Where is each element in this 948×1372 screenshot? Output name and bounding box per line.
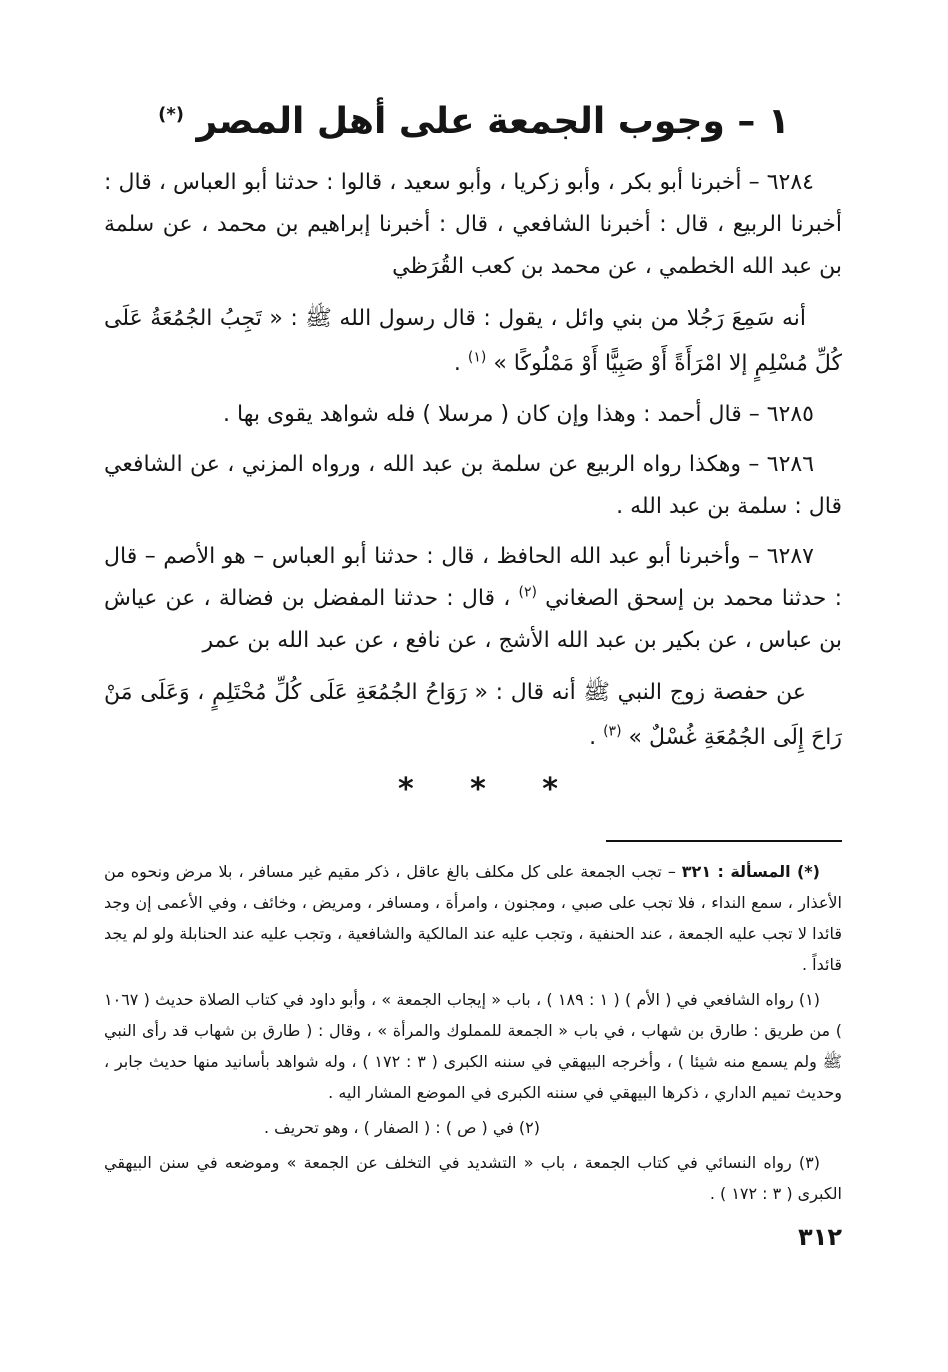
hadith-paragraph-6286 [104,444,842,528]
footnote-1 [104,984,842,1108]
chapter-title [0,92,948,152]
footnote-star [104,856,842,980]
footnote-3-text: (٣) رواه النسائي في كتاب الجمعة ، باب « التشديد في التخلف عن الجمعة » وموضعه في سنن البيهقي الكبرى ( ٣ : ١٧٢ ) . [104,1153,842,1203]
footnote-divider-line [606,840,842,842]
footnote-star-text: – تجب الجمعة على كل مكلف بالغ عاقل ، ذكر مقيم غير مسافر ، بلا مرض ونحوه من الأعذار ، سمع النداء ، فلا تجب على صبي ، ومجنون ، وامرأة ، ومسافر ، ومريض ، وخائف ، وفي الأعمى إن وجد قائدا لا تجب عليه الجمعة ، عند الحنفية ، وتجب عليه عند المالكية والشافعية ، وتجب عليه عند الحنابلة ولو لم يجد قائداً . [104,862,842,974]
hadith-isnad-text-continued: ، قال : حدثنا المفضل بن فضالة ، عن عياش بن عباس ، عن بكير بن عبد الله الأشج ، عن نافع ، عن عبد الله بن عمر [104,586,842,653]
footnote-2 [104,1112,842,1143]
hadith-paragraph-6287 [104,536,842,662]
hadith-number: ٦٢٨٧ [766,544,814,569]
section-separator-stars: * * * [398,772,558,807]
page-body [104,162,842,1253]
footnote-1-text: (١) رواه الشافعي في ( الأم ) ( ١ : ١٨٩ ) ، باب « إيجاب الجمعة » ، وأبو داود في كتاب الصلاة حديث ( ١٠٦٧ ) من طريق : طارق بن شهاب ، في باب « الجمعة للمملوك والمرأة » ، وقال : ( طارق بن شهاب قد رأى النبي ﷺ ولم يسمع منه شيئا ) ، وأخرجه البيهقي في سننه الكبرى ( ٣ : ١٧٢ ) ، وله شواهد بأسانيد منها حديث جابر ، وحديث تميم الداري ، ذكرها البيهقي في سننه الكبرى في الموضع المشار اليه . [104,990,843,1102]
hadith-matn-6284 [104,296,842,386]
footnote-marker-1: (١) [467,349,487,366]
chapter-title-text: ١ – وجوب الجمعة على أهل المصر [196,101,790,142]
hadith-isnad-text: – أخبرنا أبو بكر ، وأبو زكريا ، وأبو سعيد ، قالوا : حدثنا أبو العباس ، قال : أخبرنا الربيع ، قال : أخبرنا الشافعي ، قال : أخبرنا إبراهيم بن محمد ، عن سلمة بن عبد الله الخطمي ، عن محمد بن كعب القُرَظي [104,170,842,279]
hadith-paragraph-6284 [104,162,842,288]
hadith-matn-text: أنه سَمِعَ رَجُلا من بني وائل ، يقول : قال رسول الله ﷺ : « تَجِبُ الجُمُعَةُ عَلَى كُلِّ مُسْلِمٍ إلا امْرَأَةً أَوْ صَبِيًّا أَوْ مَمْلُوكًا » [104,306,842,376]
hadith-number: ٦٢٨٦ [766,452,815,477]
footnote-star-label: (*) المسألة : ٣٢١ [681,862,820,881]
sentence-end: . [453,351,461,376]
hadith-isnad-text: – وأخبرنا أبو عبد الله الحافظ ، قال : حدثنا أبو العباس – هو الأصم – قال : حدثنا محمد بن إسحق الصغاني [104,544,842,611]
hadith-commentary-text: – وهكذا رواه الربيع عن سلمة بن عبد الله ، ورواه المزني ، عن الشافعي قال : سلمة بن عبد الله . [104,452,842,519]
footnote-marker-2: (٢) [518,584,537,601]
hadith-number: ٦٢٨٤ [766,170,814,195]
hadith-matn-6287 [104,670,842,760]
sentence-end: . [589,725,597,750]
hadith-number: ٦٢٨٥ [766,402,814,427]
footnote-3 [104,1147,842,1209]
hadith-commentary-text: – قال أحمد : وهذا وإن كان ( مرسلا ) فله شواهد يقوى بها . [223,402,760,427]
chapter-title-footnote-marker: (*) [158,104,184,125]
footnote-2-text: (٢) في ( ص ) : ( الصفار ) ، وهو تحريف . [264,1118,540,1137]
footnote-marker-3: (٣) [603,723,622,740]
page-number: ٣١٢ [798,1223,842,1251]
hadith-matn-text: عن حفصة زوج النبي ﷺ أنه قال : « رَوَاحُ الجُمُعَةِ عَلَى كُلِّ مُحْتَلِمٍ ، وَعَلَى مَنْ رَاحَ إِلَى الجُمُعَةِ غُسْلٌ » [104,680,842,750]
hadith-paragraph-6285 [104,394,842,436]
